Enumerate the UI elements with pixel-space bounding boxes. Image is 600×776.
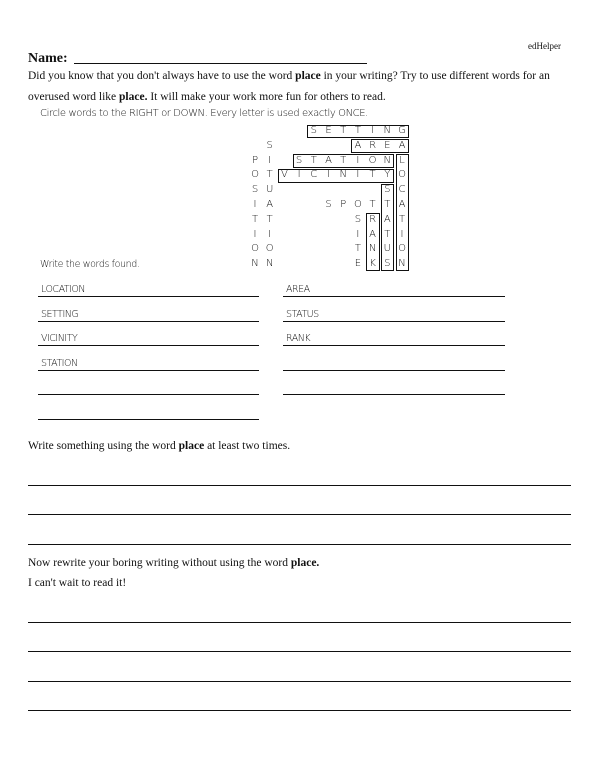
circled-word-station [293,154,395,168]
circled-word-setting [307,125,409,139]
grid-letter[interactable]: I [356,154,360,166]
grid-letter[interactable]: I [356,169,360,181]
intro-bold-word: place [295,70,321,82]
brand-label: edHelper [528,41,561,51]
grid-letter[interactable]: S [295,154,303,166]
grid-letter[interactable]: T [384,228,391,240]
circled-word-rank [366,213,380,271]
grid-letter[interactable]: N [251,258,259,270]
grid-letter[interactable]: T [398,213,406,225]
grid-letter[interactable]: N [398,258,406,270]
grid-letter[interactable]: A [266,199,274,210]
grid-letter[interactable]: L [399,154,405,166]
intro-text: in your writing? Try to use different words for an [320,70,550,82]
grid-letter[interactable]: A [398,139,406,151]
grid-letter[interactable]: I [400,228,404,240]
word-answer-line[interactable] [283,370,505,371]
word-answer-line[interactable] [283,296,505,297]
writing-line[interactable] [28,681,571,682]
grid-letter[interactable]: R [369,139,377,151]
name-field-line[interactable] [74,63,367,64]
grid-letter[interactable]: O [353,199,362,210]
grid-letter[interactable]: I [371,125,375,136]
grid-letter[interactable]: S [354,213,362,225]
grid-letter[interactable]: T [369,169,376,181]
grid-letter[interactable]: I [327,169,330,181]
writing-line[interactable] [28,514,571,515]
grid-letter[interactable]: G [398,125,406,136]
grid-letter[interactable]: S [251,184,259,196]
word-answer-line[interactable] [38,321,259,322]
word-answer-line[interactable] [283,345,505,346]
prompt-text: Write something using the word [28,440,179,452]
grid-letter[interactable]: U [383,243,391,255]
puzzle-instructions: Circle words to the RIGHT or DOWN. Every letter is used exactly ONCE. [40,108,368,119]
grid-letter[interactable]: O [398,169,406,181]
grid-letter[interactable]: A [383,213,391,225]
grid-letter[interactable]: Y [384,169,391,181]
grid-letter[interactable]: U [266,184,274,196]
grid-letter[interactable]: O [265,243,274,255]
grid-letter[interactable]: O [398,243,406,255]
grid-letter[interactable]: S [310,125,317,136]
grid-letter[interactable]: P [251,154,259,166]
intro-line-2 [28,90,386,104]
circled-word-vicinity [278,169,395,183]
grid-letter[interactable]: T [266,213,273,225]
grid-letter[interactable]: T [384,199,391,210]
intro-text: It will make your work more fun for others to read. [147,91,386,103]
prompt-bold-word: place [178,440,205,452]
word-answer-line[interactable] [38,394,259,395]
writing-prompt-2 [28,556,319,570]
grid-letter[interactable]: A [369,228,377,240]
grid-letter[interactable]: T [369,199,376,210]
grid-letter[interactable]: N [383,125,392,136]
grid-letter[interactable]: S [384,184,391,196]
grid-letter[interactable]: C [398,184,406,196]
grid-letter[interactable]: C [310,169,318,181]
prompt-bold-word: place. [290,557,320,569]
words-found-label: Write the words found. [40,259,140,270]
writing-line[interactable] [28,544,571,545]
found-word: STATUS [286,308,319,320]
found-word: AREA [286,284,310,295]
word-answer-line[interactable] [38,370,259,371]
grid-letter[interactable]: S [384,258,391,270]
grid-letter[interactable]: A [325,154,332,166]
circled-word-location [396,154,410,271]
prompt-text: at least two times. [204,440,291,452]
word-answer-line[interactable] [38,419,259,420]
grid-letter[interactable]: N [383,154,392,166]
writing-line[interactable] [28,651,571,652]
word-answer-line[interactable] [38,345,259,346]
grid-letter[interactable]: A [354,139,362,151]
word-answer-line[interactable] [283,321,505,322]
grid-letter[interactable]: T [310,154,317,166]
grid-letter[interactable]: I [297,169,301,181]
grid-letter[interactable]: O [368,154,377,166]
found-word: SETTING [41,308,79,320]
grid-letter[interactable]: N [265,258,274,270]
grid-letter[interactable]: N [339,169,347,181]
found-word: RANK [286,333,311,344]
grid-letter[interactable]: K [369,258,376,270]
intro-line-1 [28,69,550,83]
grid-letter[interactable]: S [266,139,273,151]
intro-bold-word: place. [119,91,148,103]
grid-letter[interactable]: P [340,199,347,210]
word-answer-line[interactable] [283,394,505,395]
grid-letter[interactable]: O [251,243,259,255]
grid-letter[interactable]: S [325,199,332,210]
writing-line[interactable] [28,622,571,623]
grid-letter[interactable]: T [266,169,273,181]
writing-line[interactable] [28,485,571,486]
circled-word-status [381,184,395,272]
prompt-text: Now rewrite your boring writing without using the word [28,557,291,569]
grid-letter[interactable]: I [253,199,257,210]
found-word: STATION [41,357,78,369]
intro-text: Did you know that you don't always have to use the word [28,70,296,82]
grid-letter[interactable]: E [325,125,332,136]
found-word: LOCATION [41,284,86,295]
word-answer-line[interactable] [38,296,259,297]
grid-letter[interactable]: I [268,228,272,240]
grid-letter[interactable]: T [340,125,347,136]
grid-letter[interactable]: E [384,139,391,151]
grid-letter[interactable]: I [268,154,272,166]
grid-letter[interactable]: T [354,243,361,255]
grid-letter[interactable]: E [354,258,362,270]
grid-letter[interactable]: T [251,213,259,225]
grid-letter[interactable]: R [369,213,377,225]
grid-letter[interactable]: V [280,169,288,181]
grid-letter[interactable]: T [354,125,361,136]
writing-prompt-1 [28,439,290,453]
grid-letter[interactable]: O [251,169,259,181]
name-label: Name: [28,51,68,66]
grid-letter[interactable]: A [398,199,406,210]
grid-letter[interactable]: I [356,228,360,240]
intro-text: overused word like [28,91,120,103]
grid-letter[interactable]: T [340,154,347,166]
writing-note: I can't wait to read it! [28,577,127,589]
circled-word-area [351,139,409,153]
writing-line[interactable] [28,710,571,711]
grid-letter[interactable]: I [253,228,257,240]
found-word: VICINITY [41,333,78,344]
grid-letter[interactable]: N [368,243,377,255]
